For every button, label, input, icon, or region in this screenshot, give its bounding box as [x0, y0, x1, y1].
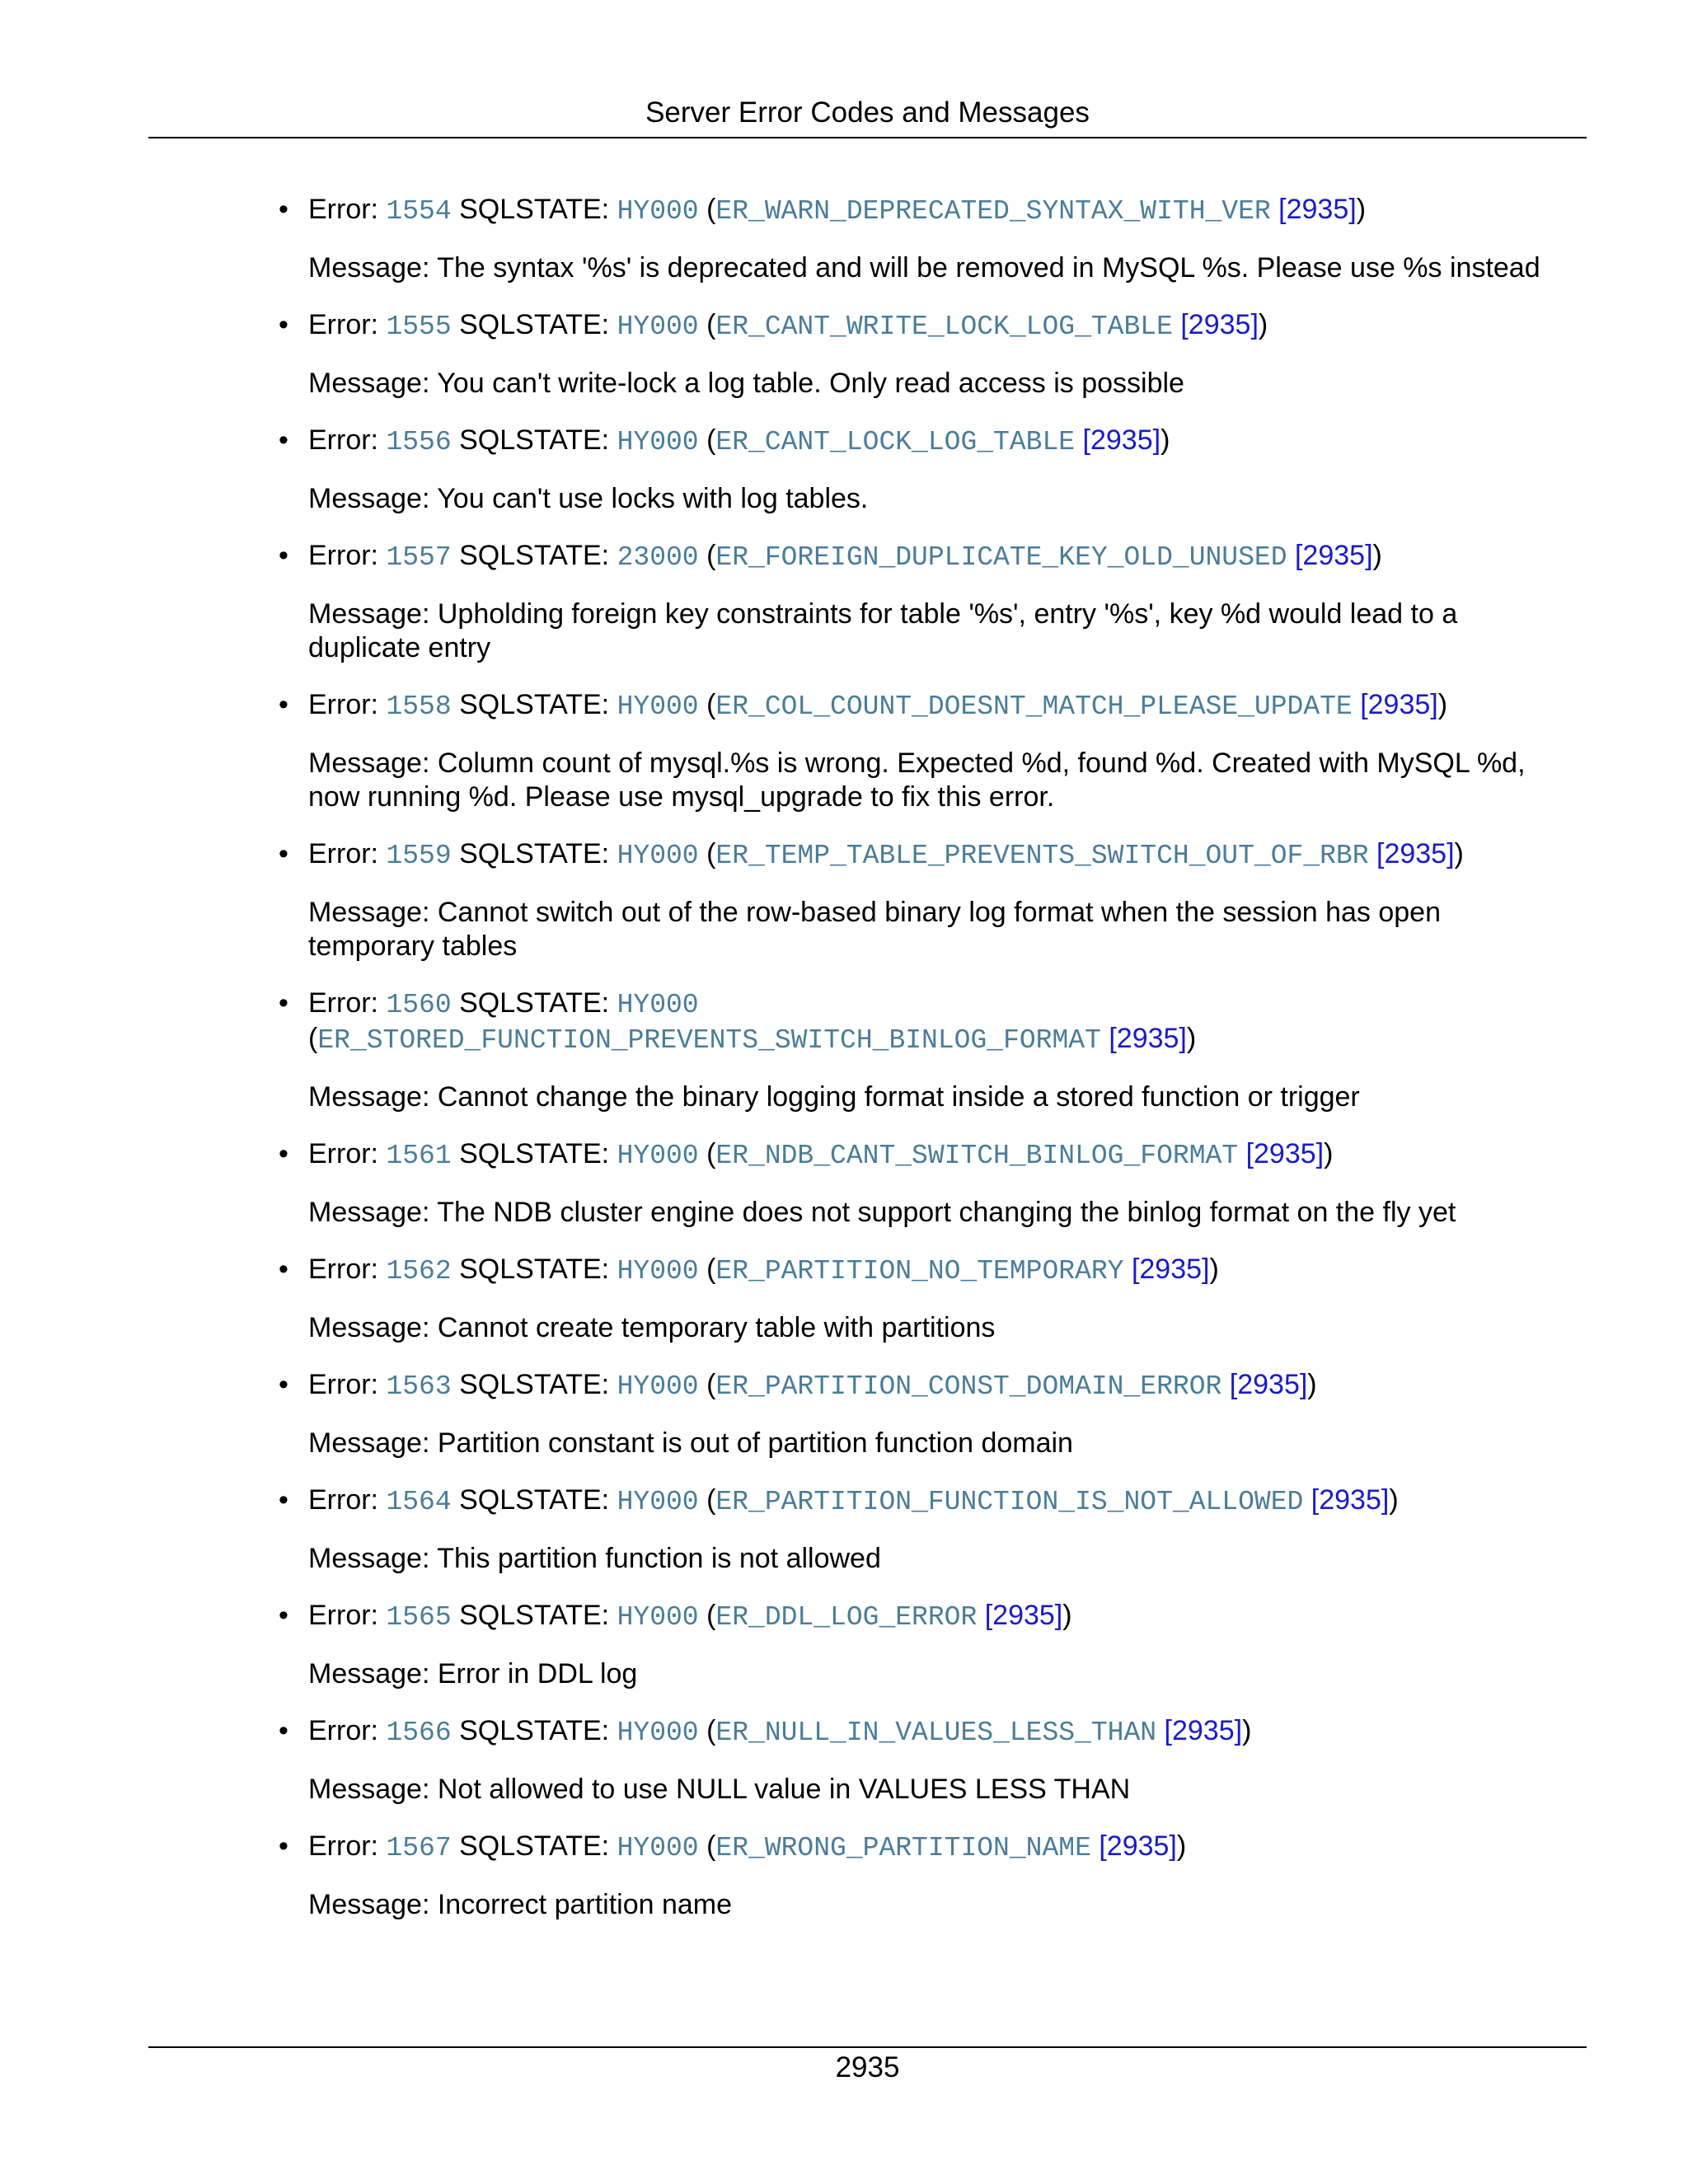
message-label: Message: — [308, 598, 430, 630]
error-code-link[interactable]: 1555 — [386, 312, 452, 342]
page-ref-link[interactable]: [2935] — [1229, 1369, 1308, 1400]
message-text: Not allowed to use NULL value in VALUES LESS THAN — [437, 1774, 1131, 1805]
message-line — [308, 1542, 1573, 1576]
page-ref-link[interactable]: [2935] — [1294, 540, 1373, 571]
message-label: Message: — [308, 1658, 430, 1690]
bullet: • — [279, 1484, 288, 1516]
footer-divider — [148, 2046, 1587, 2048]
error-label: Error: — [308, 1254, 378, 1285]
bullet: • — [279, 1138, 288, 1169]
error-line — [308, 987, 1573, 1057]
error-entry — [0, 1830, 1688, 1922]
open-paren: ( — [706, 689, 716, 720]
message-text: You can't use locks with log tables. — [437, 483, 869, 514]
message-text: The syntax '%s' is deprecated and will be removed in MySQL %s. Please use %s instead — [437, 252, 1540, 284]
message-text: This partition function is not allowed — [437, 1543, 881, 1574]
error-symbol[interactable]: ER_WARN_DEPRECATED_SYNTAX_WITH_VER — [715, 196, 1271, 227]
error-line — [308, 1599, 1573, 1634]
sqlstate-value[interactable]: 23000 — [617, 542, 699, 573]
error-code-link[interactable]: 1560 — [386, 990, 452, 1020]
message-text: The NDB cluster engine does not support changing the binlog format on the fly yet — [437, 1197, 1456, 1228]
error-line — [308, 539, 1573, 574]
bullet: • — [279, 689, 288, 720]
error-code-link[interactable]: 1566 — [386, 1718, 452, 1748]
bullet: • — [279, 309, 288, 340]
close-paren: ) — [1389, 1484, 1399, 1516]
message-line — [308, 598, 1573, 665]
error-entry — [0, 1137, 1688, 1230]
open-paren: ( — [706, 1254, 716, 1285]
open-paren: ( — [706, 1369, 716, 1400]
error-entry — [0, 424, 1688, 516]
error-entry — [0, 308, 1688, 401]
open-paren: ( — [706, 194, 716, 225]
error-entry — [0, 688, 1688, 814]
sqlstate-value[interactable]: HY000 — [617, 196, 699, 227]
close-paren: ) — [1176, 1830, 1187, 1862]
message-label: Message: — [308, 483, 430, 514]
error-line — [308, 1368, 1573, 1404]
close-paren: ) — [1209, 1254, 1219, 1285]
sqlstate-label: SQLSTATE: — [459, 1715, 610, 1746]
bullet: • — [279, 987, 288, 1019]
sqlstate-value[interactable]: HY000 — [617, 691, 699, 722]
open-paren: ( — [706, 424, 716, 456]
error-code-link[interactable]: 1556 — [386, 427, 452, 457]
message-text: Cannot create temporary table with partitions — [437, 1312, 996, 1343]
sqlstate-value[interactable]: HY000 — [617, 841, 699, 871]
message-label: Message: — [308, 1312, 430, 1343]
bullet: • — [279, 1715, 288, 1746]
error-entry — [0, 539, 1688, 665]
message-line — [308, 367, 1573, 401]
close-paren: ) — [1062, 1600, 1072, 1631]
sqlstate-value[interactable]: HY000 — [617, 1141, 699, 1171]
error-line — [308, 688, 1573, 724]
sqlstate-label: SQLSTATE: — [459, 1138, 610, 1169]
error-entry — [0, 987, 1688, 1114]
error-code-link[interactable]: 1564 — [386, 1487, 452, 1517]
message-line — [308, 1888, 1573, 1922]
error-list — [0, 193, 1688, 1945]
message-text: Error in DDL log — [437, 1658, 638, 1690]
open-paren: ( — [706, 540, 716, 571]
bullet: • — [279, 194, 288, 225]
page-ref-link[interactable]: [2935] — [1278, 194, 1357, 225]
close-paren: ) — [1160, 424, 1170, 456]
error-line — [308, 1830, 1573, 1865]
error-line — [308, 1714, 1573, 1750]
error-code-link[interactable]: 1559 — [386, 841, 452, 871]
open-paren: ( — [706, 309, 716, 340]
message-label: Message: — [308, 748, 430, 779]
close-paren: ) — [1186, 1023, 1197, 1054]
bullet: • — [279, 1369, 288, 1400]
error-symbol[interactable]: ER_COL_COUNT_DOESNT_MATCH_PLEASE_UPDATE — [715, 691, 1353, 722]
error-label: Error: — [308, 309, 378, 340]
sqlstate-value[interactable]: HY000 — [617, 1371, 699, 1402]
sqlstate-value[interactable]: HY000 — [617, 427, 699, 457]
error-label: Error: — [308, 1600, 378, 1631]
close-paren: ) — [1242, 1715, 1252, 1746]
error-symbol[interactable]: ER_DDL_LOG_ERROR — [715, 1602, 978, 1633]
error-entry — [0, 1368, 1688, 1460]
error-code-link[interactable]: 1561 — [386, 1141, 452, 1171]
sqlstate-label: SQLSTATE: — [459, 1484, 610, 1516]
page-ref-link[interactable]: [2935] — [1180, 309, 1259, 340]
sqlstate-label: SQLSTATE: — [459, 194, 610, 225]
message-text: Incorrect partition name — [437, 1889, 733, 1920]
bullet: • — [279, 424, 288, 456]
bullet: • — [279, 1830, 288, 1862]
sqlstate-value[interactable]: HY000 — [617, 1602, 699, 1633]
error-symbol[interactable]: ER_PARTITION_NO_TEMPORARY — [715, 1256, 1124, 1286]
error-line — [308, 308, 1573, 344]
error-line — [308, 424, 1573, 459]
page-ref-link[interactable]: [2935] — [1099, 1830, 1177, 1862]
open-paren: ( — [308, 1023, 318, 1054]
error-line — [308, 837, 1573, 873]
sqlstate-value[interactable]: HY000 — [617, 312, 699, 342]
page-number: 2935 — [835, 2051, 900, 2083]
message-line — [308, 747, 1573, 814]
error-code-link[interactable]: 1567 — [386, 1833, 452, 1863]
message-line — [308, 251, 1573, 285]
message-text: Upholding foreign key constraints for table '%s', entry '%s', key %d would lead to a duplicate entry — [308, 598, 1458, 663]
close-paren: ) — [1258, 309, 1268, 340]
error-symbol[interactable]: ER_WRONG_PARTITION_NAME — [715, 1833, 1091, 1863]
message-line — [308, 482, 1573, 516]
error-label: Error: — [308, 1830, 378, 1862]
message-label: Message: — [308, 368, 430, 399]
error-code-link[interactable]: 1558 — [386, 691, 452, 722]
sqlstate-label: SQLSTATE: — [459, 309, 610, 340]
error-label: Error: — [308, 1715, 378, 1746]
message-line — [308, 1080, 1573, 1114]
open-paren: ( — [706, 838, 716, 869]
message-text: Cannot change the binary logging format inside a stored function or trigger — [437, 1081, 1360, 1113]
page-ref-link[interactable]: [2935] — [1131, 1254, 1210, 1285]
message-label: Message: — [308, 252, 430, 284]
error-label: Error: — [308, 838, 378, 869]
error-entry — [0, 1483, 1688, 1576]
bullet: • — [279, 838, 288, 869]
error-label: Error: — [308, 1369, 378, 1400]
header-divider — [148, 137, 1587, 138]
error-symbol[interactable]: ER_PARTITION_FUNCTION_IS_NOT_ALLOWED — [715, 1487, 1304, 1517]
error-label: Error: — [308, 689, 378, 720]
sqlstate-label: SQLSTATE: — [459, 1600, 610, 1631]
error-label: Error: — [308, 987, 378, 1019]
open-paren: ( — [706, 1138, 716, 1169]
sqlstate-label: SQLSTATE: — [459, 838, 610, 869]
error-symbol[interactable]: ER_CANT_LOCK_LOG_TABLE — [715, 427, 1076, 457]
message-label: Message: — [308, 1774, 430, 1805]
error-label: Error: — [308, 194, 378, 225]
error-entry — [0, 1253, 1688, 1345]
error-line — [308, 1483, 1573, 1519]
message-line — [308, 896, 1573, 963]
bullet: • — [279, 540, 288, 571]
sqlstate-label: SQLSTATE: — [459, 987, 610, 1019]
error-code-link[interactable]: 1563 — [386, 1371, 452, 1402]
error-line — [308, 1253, 1573, 1288]
error-entry — [0, 1599, 1688, 1691]
sqlstate-label: SQLSTATE: — [459, 689, 610, 720]
open-paren: ( — [706, 1715, 716, 1746]
message-line — [308, 1427, 1573, 1460]
error-symbol[interactable]: ER_TEMP_TABLE_PREVENTS_SWITCH_OUT_OF_RBR — [715, 841, 1369, 871]
page-ref-link[interactable]: [2935] — [1164, 1715, 1243, 1746]
error-symbol[interactable]: ER_CANT_WRITE_LOCK_LOG_TABLE — [715, 312, 1173, 342]
error-code-link[interactable]: 1557 — [386, 542, 452, 573]
error-line — [308, 193, 1573, 228]
close-paren: ) — [1307, 1369, 1317, 1400]
bullet: • — [279, 1254, 288, 1285]
sqlstate-value[interactable]: HY000 — [617, 990, 699, 1020]
message-label: Message: — [308, 1889, 430, 1920]
sqlstate-label: SQLSTATE: — [459, 1830, 610, 1862]
error-label: Error: — [308, 1138, 378, 1169]
sqlstate-value[interactable]: HY000 — [617, 1718, 699, 1748]
close-paren: ) — [1324, 1138, 1334, 1169]
message-label: Message: — [308, 1543, 430, 1574]
page-ref-link[interactable]: [2935] — [1082, 424, 1161, 456]
error-symbol[interactable]: ER_PARTITION_CONST_DOMAIN_ERROR — [715, 1371, 1222, 1402]
message-text: Column count of mysql.%s is wrong. Expected %d, found %d. Created with MySQL %d, now running %d. Please use mysql_upgrade to fix this error. — [308, 748, 1526, 813]
open-paren: ( — [706, 1484, 716, 1516]
message-line — [308, 1311, 1573, 1345]
error-entry — [0, 837, 1688, 963]
message-label: Message: — [308, 1081, 430, 1113]
message-line — [308, 1773, 1573, 1807]
sqlstate-label: SQLSTATE: — [459, 424, 610, 456]
error-line — [308, 1137, 1573, 1173]
error-symbol[interactable]: ER_STORED_FUNCTION_PREVENTS_SWITCH_BINLOG_FORMAT — [317, 1025, 1101, 1056]
sqlstate-label: SQLSTATE: — [459, 540, 610, 571]
error-label: Error: — [308, 424, 378, 456]
sqlstate-label: SQLSTATE: — [459, 1254, 610, 1285]
error-label: Error: — [308, 1484, 378, 1516]
close-paren: ) — [1437, 689, 1448, 720]
page-ref-link[interactable]: [2935] — [1109, 1023, 1187, 1054]
error-code-link[interactable]: 1554 — [386, 196, 452, 227]
open-paren: ( — [706, 1600, 716, 1631]
message-text: Cannot switch out of the row-based binary log format when the session has open temporary tables — [308, 897, 1442, 962]
page-ref-link[interactable]: [2935] — [1245, 1138, 1325, 1169]
page-header-title: Server Error Codes and Messages — [645, 96, 1090, 129]
close-paren: ) — [1356, 194, 1367, 225]
error-code-link[interactable]: 1565 — [386, 1602, 452, 1633]
message-line — [308, 1657, 1573, 1691]
message-text: Partition constant is out of partition function domain — [437, 1427, 1073, 1459]
sqlstate-label: SQLSTATE: — [459, 1369, 610, 1400]
error-label: Error: — [308, 540, 378, 571]
sqlstate-value[interactable]: HY000 — [617, 1487, 699, 1517]
message-label: Message: — [308, 1427, 430, 1459]
error-code-link[interactable]: 1562 — [386, 1256, 452, 1286]
sqlstate-value[interactable]: HY000 — [617, 1833, 699, 1863]
error-symbol[interactable]: ER_FOREIGN_DUPLICATE_KEY_OLD_UNUSED — [715, 542, 1287, 573]
sqlstate-value[interactable]: HY000 — [617, 1256, 699, 1286]
page-ref-link[interactable]: [2935] — [984, 1600, 1063, 1631]
message-label: Message: — [308, 1197, 430, 1228]
page-ref-link[interactable]: [2935] — [1311, 1484, 1390, 1516]
message-text: You can't write-lock a log table. Only read access is possible — [437, 368, 1184, 399]
open-paren: ( — [706, 1830, 716, 1862]
page-ref-link[interactable]: [2935] — [1360, 689, 1438, 720]
error-entry — [0, 1714, 1688, 1807]
page-ref-link[interactable]: [2935] — [1376, 838, 1455, 869]
message-line — [308, 1196, 1573, 1230]
close-paren: ) — [1372, 540, 1382, 571]
close-paren: ) — [1454, 838, 1464, 869]
bullet: • — [279, 1600, 288, 1631]
error-symbol[interactable]: ER_NDB_CANT_SWITCH_BINLOG_FORMAT — [715, 1141, 1239, 1171]
message-label: Message: — [308, 897, 430, 928]
error-symbol[interactable]: ER_NULL_IN_VALUES_LESS_THAN — [715, 1718, 1157, 1748]
error-entry — [0, 193, 1688, 285]
